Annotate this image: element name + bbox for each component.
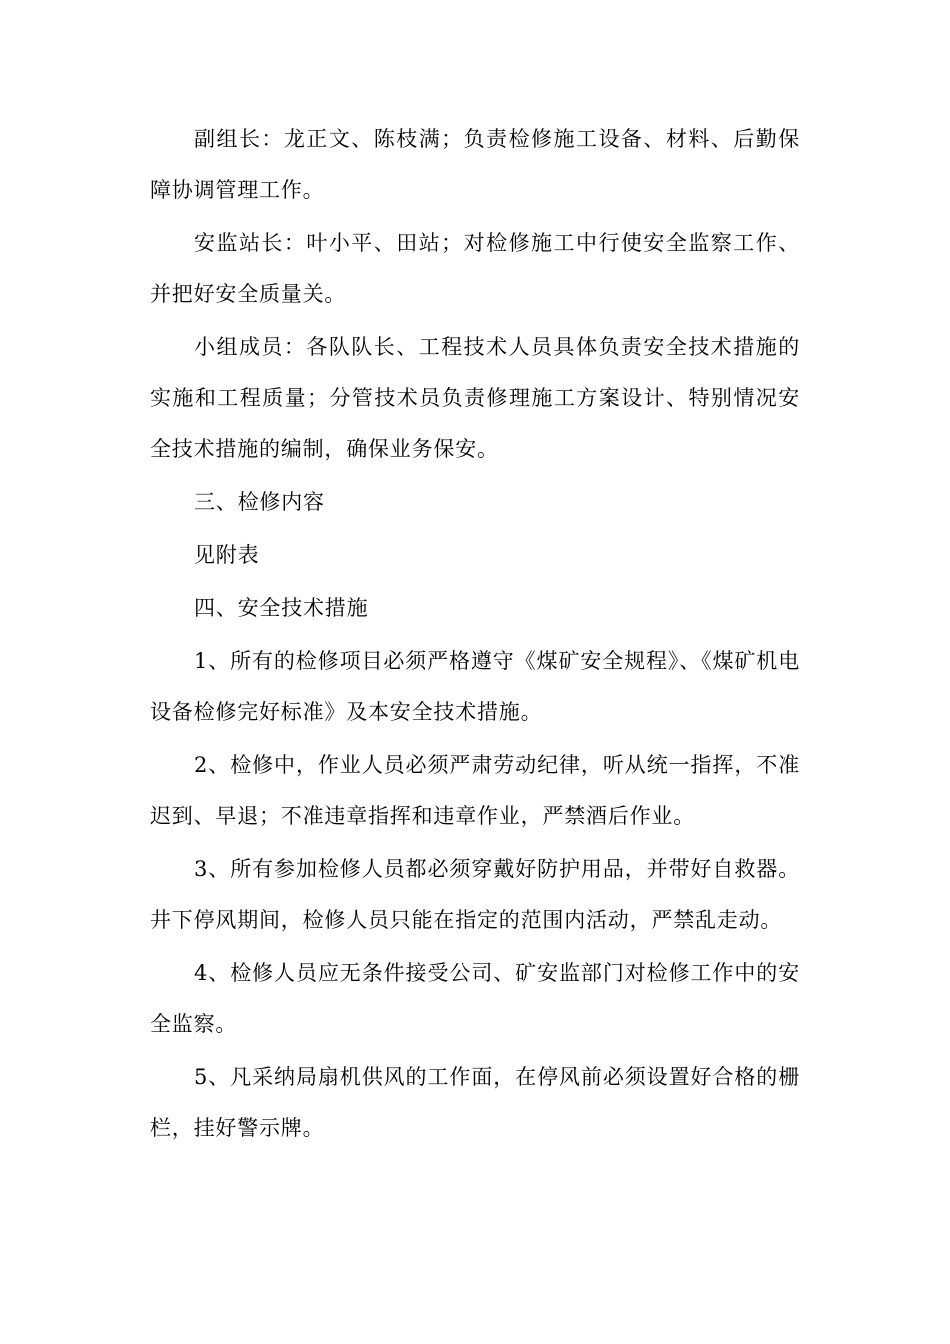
measure-item-5: 5、凡采纳局扇机供风的工作面，在停风前必须设置好合格的栅栏，挂好警示牌。 [150, 1065, 800, 1140]
section-heading-maintenance-content: 三、检修内容 [194, 490, 325, 514]
measure-item-2: 2、检修中，作业人员必须严肃劳动纪律，听从统一指挥，不准迟到、早退；不准违章指挥和违章作业，严禁酒后作业。 [150, 753, 800, 828]
measure-item-1: 1、所有的检修项目必须严格遵守《煤矿安全规程》、《煤矿机电设备检修完好标准》及本安全技术措施。 [150, 649, 800, 724]
document-body [150, 114, 800, 1156]
measure-item-3: 3、所有参加检修人员都必须穿戴好防护用品，并带好自救器。井下停风期间，检修人员只能在指定的范围内活动，严禁乱走动。 [150, 857, 800, 932]
paragraph-deputy-leaders: 副组长：龙正文、陈枝满；负责检修施工设备、材料、后勤保障协调管理工作。 [150, 127, 800, 202]
measure-item-4: 4、检修人员应无条件接受公司、矿安监部门对检修工作中的安全监察。 [150, 961, 800, 1036]
paragraph-safety-station-chief: 安监站长：叶小平、田站；对检修施工中行使安全监察工作、并把好安全质量关。 [150, 231, 800, 306]
paragraph-team-members: 小组成员：各队队长、工程技术人员具体负责安全技术措施的实施和工程质量；分管技术员负责修理施工方案设计、特别情况安全技术措施的编制，确保业务保安。 [150, 335, 800, 461]
section-heading-safety-measures: 四、安全技术措施 [194, 596, 369, 620]
paragraph-see-attachment: 见附表 [194, 543, 260, 567]
